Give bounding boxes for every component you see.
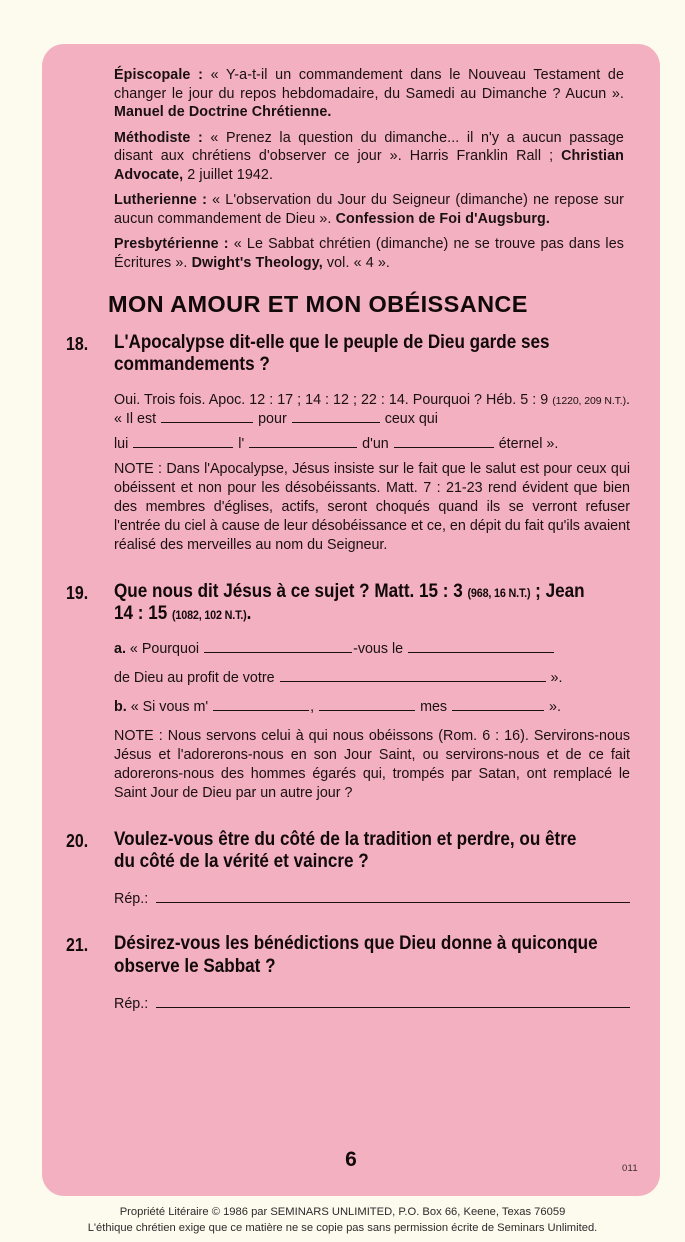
quote-source: Christian Advocate, [114,148,624,183]
blank-19b-2[interactable] [319,698,415,711]
fill-text: « Pourquoi [129,640,200,657]
question-21-answer-label: Rép.: [114,996,149,1013]
question-19-ref2: (1082, 102 N.T.) [171,608,247,623]
question-20-number: 20. [66,829,89,851]
page-number: 6 [345,1148,357,1171]
fill-text: pour [258,410,287,427]
colophon-ethics: L'éthique chrétien exige que ce matière ne se copie pas sans permission écrite de Seminars Unlimited. [87,1221,598,1234]
question-20 [66,829,652,874]
sub-label-b: b. [114,698,127,715]
blank-19a-1[interactable] [204,640,352,653]
blank-19a-3[interactable] [280,669,546,682]
colophon-copyright: Propriété Litéraire © 1986 par SEMINARS UNLIMITED, P.O. Box 66, Keene, Texas 76059 [119,1205,566,1218]
blank-18-1[interactable] [161,410,253,423]
question-21 [66,933,652,978]
question-21-answer-row [114,996,630,1012]
quote-source: Manuel de Doctrine Chrétienne. [114,104,332,120]
quote-source: Dwight's Theology, [191,254,323,271]
question-18 [66,332,652,377]
quote-denomination: Méthodiste : [114,129,203,146]
question-19-note: NOTE : Nous servons celui à qui nous obéissons (Rom. 6 : 16). Servirons-nous Jésus et l'adorerons-nous en son Jour Saint, ou servirons-nous et de ce fait adorerons-nous des hommes égarés qui, trompés par Satan, ont remplacé le Saint Jour de Dieu par un autre jour ? [114,727,630,801]
quote-text-after: 2 juillet 1942. [183,166,274,183]
question-19 [66,581,652,626]
blank-18-5[interactable] [394,435,494,448]
question-21-number: 21. [66,934,89,956]
blank-18-2[interactable] [292,410,380,423]
question-19-text [114,581,598,626]
quote-denomination: Lutherienne : [114,192,207,208]
denomination-quotes [114,66,624,272]
quote-denomination: Presbytérienne : [114,236,229,252]
question-18-text: L'Apocalypse dit-elle que le peuple de Dieu garde ses commandements ? [114,332,550,376]
sub-label-a: a. [114,640,126,657]
fill-text: ». [550,669,563,686]
blank-19b-3[interactable] [452,698,544,711]
fill-intro: . « Il est [114,391,630,427]
question-18-body [114,391,630,555]
fill-text: « Si vous m' [130,698,209,715]
question-19-b [114,698,630,717]
fill-text: éternel ». [498,435,559,452]
fill-text: ». [549,698,561,715]
question-20-text: Voulez-vous être du côté de la tradition et perdre, ou être du côté de la vérité et vaincre ? [114,828,577,873]
blank-18-4[interactable] [249,435,357,448]
quote-denomination: Épiscopale : [114,67,203,83]
fill-text: l' [238,435,245,452]
question-19-body [114,640,630,803]
question-19-part2: ; Jean 14 : 15 [114,580,585,625]
question-21-answer-input[interactable] [156,996,630,1008]
quote-lutherienne [114,191,624,228]
section-title: MON AMOUR ET MON OBÉISSANCE [108,291,528,317]
question-19-part3: . [246,603,252,625]
question-19-number: 19. [66,581,89,603]
question-18-number: 18. [66,333,89,354]
blank-19a-2[interactable] [408,640,554,653]
quote-source: Confession de Foi d'Augsburg. [335,210,550,227]
verse-reference: (1220, 209 N.T.) [552,394,626,407]
fill-text: de Dieu au profit de votre [114,669,275,686]
quote-text-before: « L'observation du Jour du Seigneur (dimanche) ne repose sur aucun commandement de Dieu ». [114,192,624,227]
quote-text-after: vol. « 4 ». [322,254,390,271]
question-19-ref1: (968, 16 N.T.) [467,585,531,600]
question-19-part1: Que nous dit Jésus à ce sujet ? Matt. 15 : 3 [114,580,463,602]
pink-leaflet-sheet [42,44,660,1196]
question-18-verses [114,391,630,429]
quote-episcopale [114,66,624,122]
quote-methodiste [114,129,624,185]
fill-text: , [310,698,315,715]
fill-text: -vous le [353,640,404,657]
question-20-answer-input[interactable] [156,891,630,903]
question-18-note: NOTE : Dans l'Apocalypse, Jésus insiste sur le fait que le salut est pour ceux qui obéissent et non pour les désobéissants. Matt. 7 : 21-23 rend évident que bien des membres d'églises, actifs, seront choqués quand ils se verront refuser l'entrée du ciel à cause de leur désobéissance et ce, en dépit du fait qu'ils avaient réalisé des merveilles au nom du Seigneur. [114,460,630,553]
quote-presbyterienne [114,235,624,272]
question-19-a [114,640,630,659]
colophon [0,1204,685,1236]
fill-text: ceux qui [384,410,438,427]
blank-18-3[interactable] [133,435,233,448]
question-20-answer-row [114,891,630,907]
quote-text-before: « Prenez la question du dimanche... il n'y a aucun passage disant aux chrétiens d'observer ce jour ». Harris Franklin Rall ; [114,129,624,164]
quote-text-before: « Y-a-t-il un commandement dans le Nouveau Testament de changer le jour du repos hebdomadaire, du Samedi au Dimanche ? Aucun ». [114,67,624,102]
quote-text-before: « Le Sabbat chrétien (dimanche) ne se trouve pas dans les Écritures ». [114,236,625,271]
question-21-text: Désirez-vous les bénédictions que Dieu donne à quiconque observe le Sabbat ? [114,933,598,977]
question-20-answer-label: Rép.: [114,891,149,908]
fill-text: lui [114,435,129,452]
question-18-fill-line-2 [114,435,630,454]
form-code: 011 [621,1163,638,1174]
fill-text: d'un [362,435,389,452]
fill-text: mes [420,698,448,715]
question-19-a-line2 [114,669,630,688]
blank-19b-1[interactable] [213,698,309,711]
verse-intro: Oui. Trois fois. Apoc. 12 : 17 ; 14 : 12 ; 22 : 14. Pourquoi ? Héb. 5 : 9 [114,391,549,408]
